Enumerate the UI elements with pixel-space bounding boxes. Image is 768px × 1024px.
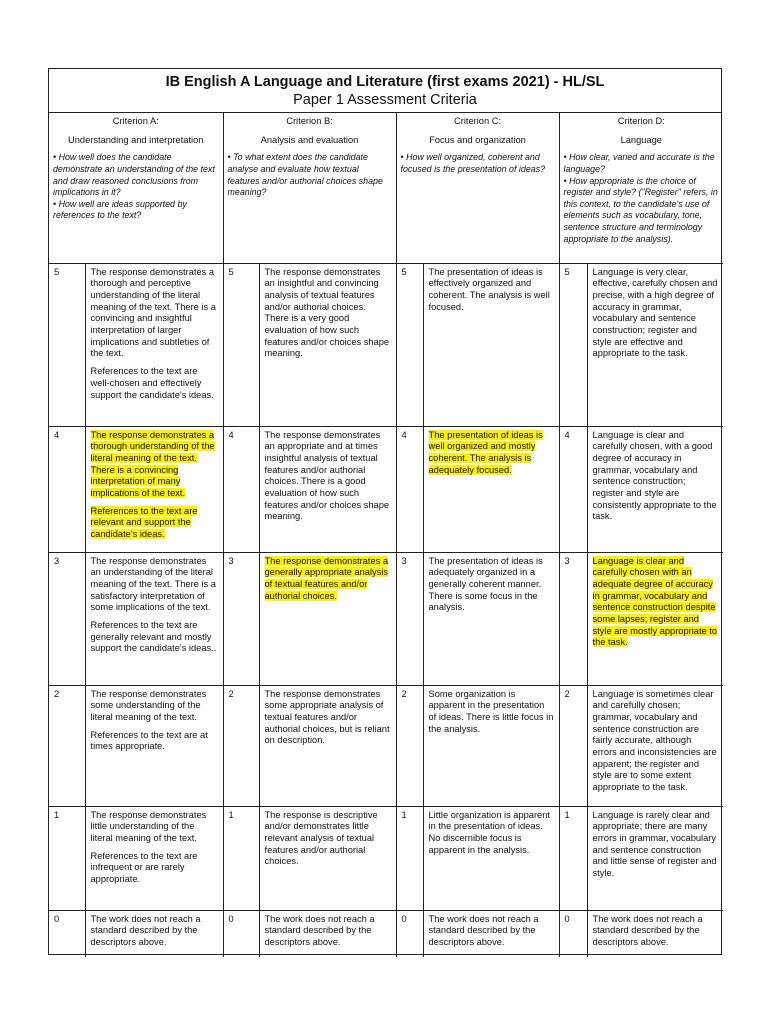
descriptor-span: Language is rarely clear and appropriate; there are many errors in grammar, vocabulary and sentence construction and little sense of register and style. [592, 809, 717, 879]
descriptor-text [429, 556, 554, 615]
descriptor-span: Little organization is apparent in the presentation of ideas. No discernible focus is apparent in the analysis. [428, 809, 550, 855]
score-level: 5 [396, 263, 423, 426]
descriptor-text [265, 810, 391, 869]
criterion-name: Criterion D: [617, 116, 665, 126]
criterion-name: Criterion A: [112, 116, 159, 126]
criterion-header [49, 113, 223, 263]
criterion-header [396, 113, 559, 263]
score-level: 3 [49, 552, 85, 685]
descriptor-span: The work does not reach a standard described by the descriptors above. [264, 913, 375, 947]
criterion-question: • How well does the candidate demonstrate an understanding of the text and draw reasoned conclusions from implications in it? [53, 152, 215, 198]
criterion-question: • How clear, varied and accurate is the language? [563, 152, 715, 174]
score-level: 4 [559, 426, 587, 552]
descriptor-text [429, 430, 554, 477]
descriptor-text [91, 506, 218, 541]
score-level: 3 [396, 552, 423, 685]
descriptor-text [265, 267, 391, 361]
descriptor-cell [259, 685, 396, 806]
descriptor-span: References to the text are relevant and support the candidate's ideas. [90, 505, 198, 540]
score-level: 0 [396, 910, 423, 957]
descriptor-cell [423, 263, 559, 426]
score-row [49, 426, 723, 552]
descriptor-text [91, 851, 218, 886]
descriptor-span: References to the text are infrequent or are rarely appropriate. [90, 850, 198, 885]
descriptor-text [593, 689, 719, 794]
score-row [49, 806, 723, 910]
descriptor-span: The response demonstrates a thorough understanding of the literal meaning of the text. There is a convincing interpretation of many implications of the text. [90, 429, 215, 499]
criterion-subtitle: Focus and organization [429, 134, 526, 145]
criterion-header [223, 113, 396, 263]
descriptor-span: The presentation of ideas is well organized and mostly coherent. The analysis is adequately focused. [428, 429, 543, 475]
criteria-table [49, 113, 723, 957]
descriptor-cell [587, 552, 723, 685]
descriptor-span: The work does not reach a standard described by the descriptors above. [90, 913, 201, 947]
descriptor-span: The response demonstrates a generally appropriate analysis of textual features and/or authorial choices. [264, 555, 389, 601]
descriptor-text [429, 689, 554, 736]
descriptor-text [91, 730, 218, 753]
score-level: 1 [396, 806, 423, 910]
descriptor-cell [85, 685, 223, 806]
score-level: 5 [559, 263, 587, 426]
descriptor-text [265, 430, 391, 524]
criteria-header-row [49, 113, 723, 263]
descriptor-cell [85, 263, 223, 426]
score-level: 4 [223, 426, 259, 552]
descriptor-text [91, 810, 218, 845]
descriptor-cell [423, 552, 559, 685]
document-title: IB English A Language and Literature (first exams 2021) - HL/SL [165, 74, 605, 90]
score-level: 1 [559, 806, 587, 910]
descriptor-text [91, 620, 218, 655]
descriptor-text [91, 267, 218, 361]
descriptor-span: The response demonstrates an insightful and convincing analysis of textual features and/or authorial choices. There is a very good evaluation of how such features and/or choices shape meaning. [264, 266, 390, 359]
descriptor-text [429, 810, 554, 857]
score-level: 2 [49, 685, 85, 806]
score-row [49, 910, 723, 957]
criterion-name: Criterion C: [454, 116, 502, 126]
descriptor-span: References to the text are at times appropriate. [90, 729, 208, 752]
descriptor-span: The response demonstrates some understanding of the literal meaning of the text. [90, 688, 207, 722]
descriptor-cell [85, 426, 223, 552]
descriptor-cell [259, 552, 396, 685]
score-level: 2 [559, 685, 587, 806]
descriptor-cell [587, 806, 723, 910]
descriptor-cell [423, 910, 559, 957]
descriptor-cell [85, 910, 223, 957]
descriptor-text [593, 810, 719, 880]
descriptor-text [429, 914, 554, 949]
criterion-question: • To what extent does the candidate analyse and evaluate how textual features and/or authorial choices shape meaning? [227, 152, 383, 198]
score-level: 3 [559, 552, 587, 685]
descriptor-cell [259, 426, 396, 552]
criterion-subtitle: Language [620, 134, 662, 145]
score-level: 4 [396, 426, 423, 552]
descriptor-text [91, 914, 218, 949]
document-subtitle: Paper 1 Assessment Criteria [293, 92, 477, 108]
score-level: 3 [223, 552, 259, 685]
descriptor-cell [423, 685, 559, 806]
score-level: 0 [223, 910, 259, 957]
descriptor-cell [85, 552, 223, 685]
descriptor-span: Language is clear and carefully chosen with an adequate degree of accuracy in grammar, vocabulary and sentence construction despite some lapses; register and style are mostly appropriate to the task. [592, 555, 718, 648]
descriptor-span: Language is very clear, effective, carefully chosen and precise, with a high degree of accuracy in grammar, vocabulary and sentence construction; register and style are effective and appropriate to the task. [592, 266, 718, 359]
score-level: 5 [223, 263, 259, 426]
descriptor-cell [587, 910, 723, 957]
criterion-subtitle: Analysis and evaluation [260, 134, 359, 145]
criterion-subtitle: Understanding and interpretation [68, 134, 204, 145]
criterion-question: • How well organized, coherent and focused is the presentation of ideas? [400, 152, 546, 174]
descriptor-span: The work does not reach a standard described by the descriptors above. [592, 913, 703, 947]
descriptor-text [91, 366, 218, 401]
descriptor-text [593, 267, 719, 361]
descriptor-text [593, 556, 719, 650]
assessment-criteria-document [48, 68, 722, 955]
descriptor-text [265, 914, 391, 949]
descriptor-span: The response demonstrates an appropriate and at times insightful analysis of textual features and/or authorial choices. There is a good evaluation of how such features and/or choices shape meaning. [264, 429, 390, 522]
descriptor-text [593, 430, 719, 524]
descriptor-span: Some organization is apparent in the presentation of ideas. There is little focus in the analysis. [428, 688, 554, 734]
descriptor-text [91, 430, 218, 500]
score-level: 2 [223, 685, 259, 806]
descriptor-span: References to the text are generally relevant and mostly support the candidate's ideas.. [90, 620, 217, 654]
score-level: 5 [49, 263, 85, 426]
descriptor-span: References to the text are well-chosen and effectively support the candidate's ideas. [90, 366, 214, 400]
descriptor-span: The work does not reach a standard described by the descriptors above. [428, 913, 539, 947]
descriptor-cell [587, 685, 723, 806]
descriptor-span: The response demonstrates a thorough and perceptive understanding of the literal meaning of the text. There is a convincing and insightful interpretation of larger implications and subtleties of the text. [90, 266, 216, 359]
descriptor-cell [85, 806, 223, 910]
descriptor-span: Language is clear and carefully chosen, with a good degree of accuracy in grammar, vocabulary and sentence construction; register and style are consistently appropriate to the task. [592, 429, 717, 522]
descriptor-text [265, 689, 391, 748]
descriptor-span: The response demonstrates an understanding of the literal meaning of the text. There is a satisfactory interpretation of some implications of the text. [90, 555, 216, 613]
descriptor-cell [259, 910, 396, 957]
descriptor-cell [587, 426, 723, 552]
descriptor-cell [423, 806, 559, 910]
descriptor-cell [587, 263, 723, 426]
descriptor-cell [259, 806, 396, 910]
descriptor-text [91, 556, 218, 615]
criterion-question: • How appropriate is the choice of register and style? ("Register" refers, in this context, to the candidate's use of elements such as vocabulary, tone, sentence structure and terminology appropriate to the analysis). [563, 175, 718, 244]
descriptor-span: The presentation of ideas is adequately organized in a generally coherent manner. There is some focus in the analysis. [428, 555, 543, 613]
descriptor-cell [259, 263, 396, 426]
descriptor-text [593, 914, 719, 949]
descriptor-span: The presentation of ideas is effectively organized and coherent. The analysis is well focused. [428, 266, 550, 312]
descriptor-span: The response demonstrates some appropriate analysis of textual features and/or authorial choices, but is reliant on description. [264, 688, 390, 746]
descriptor-text [265, 556, 391, 603]
score-level: 0 [559, 910, 587, 957]
descriptor-span: The response is descriptive and/or demonstrates little relevant analysis of textual features and/or authorial choices. [264, 809, 378, 867]
score-level: 1 [49, 806, 85, 910]
score-level: 0 [49, 910, 85, 957]
descriptor-span: Language is sometimes clear and carefully chosen; grammar, vocabulary and sentence construction are fairly accurate, although errors and inconsistencies are apparent; the register and style are to some extent appropriate to the task. [592, 688, 717, 793]
score-row [49, 685, 723, 806]
descriptor-text [429, 267, 554, 314]
criterion-question: • How well are ideas supported by references to the text? [53, 198, 187, 221]
criterion-name: Criterion B: [286, 116, 333, 126]
criterion-header [559, 113, 723, 263]
document-title-block [49, 69, 721, 113]
score-level: 1 [223, 806, 259, 910]
score-row [49, 552, 723, 685]
descriptor-span: The response demonstrates little understanding of the literal meaning of the text. [90, 809, 207, 843]
score-row [49, 263, 723, 426]
score-level: 2 [396, 685, 423, 806]
descriptor-cell [423, 426, 559, 552]
descriptor-text [91, 689, 218, 724]
score-level: 4 [49, 426, 85, 552]
